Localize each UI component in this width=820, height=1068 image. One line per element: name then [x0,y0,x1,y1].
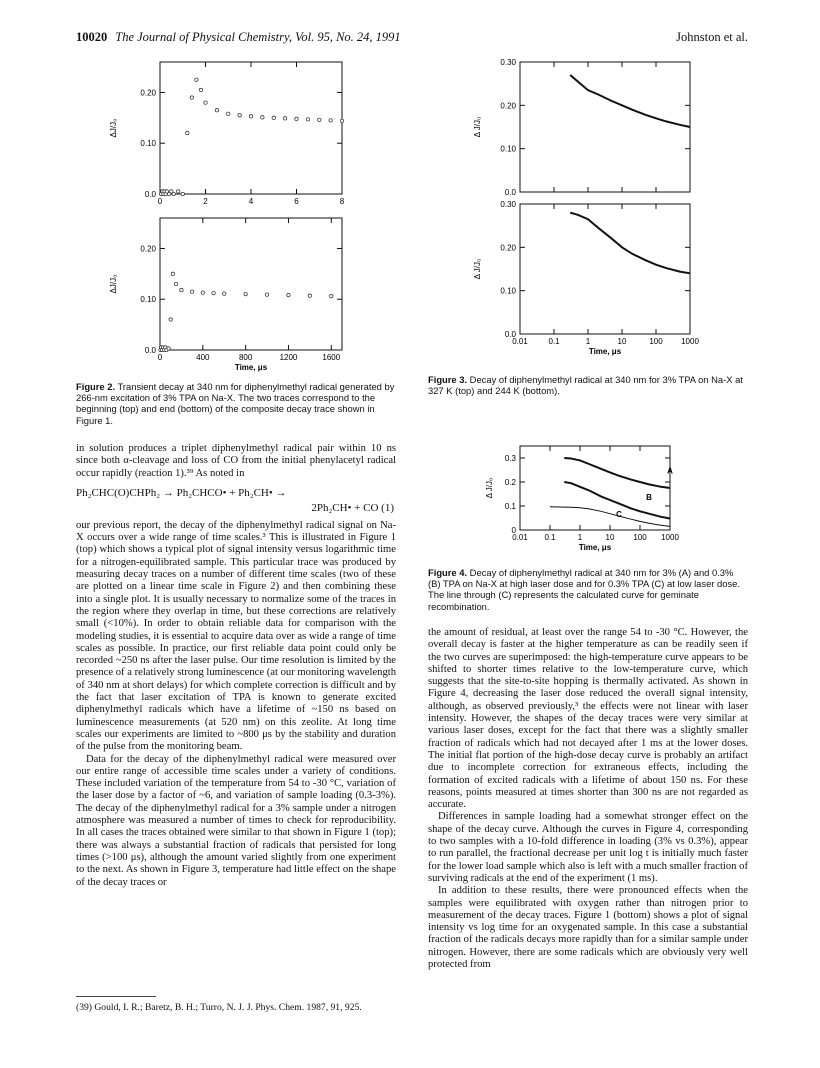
series-line-A [564,458,670,488]
plot-frame [160,62,342,194]
figure-3-caption-text: Decay of diphenylmethyl radical at 340 nm for 3% TPA on Na-X at 327 K (top) and 244 K (bottom). [428,374,743,397]
x-tick-label: 0.01 [512,533,528,542]
y-tick-label: 0.2 [504,478,516,487]
y-axis-label: Δ J/J₀ [485,477,494,499]
figure-4-caption-text: Decay of diphenylmethyl radical at 340 nm for 3% (A) and 0.3% (B) TPA on Na-X at high laser dose and for 0.3% TPA (C) at low laser dose. The line through (C) represents the calculated curve for geminate recombination. [428,567,740,612]
data-point [283,117,286,120]
paragraph: Data for the decay of the diphenylmethyl radical were measured over our entire range of accessible time scales under a variety of conditions. These included variation of the temperature from 54 to -30 °C, variation of the laser dose by a factor of ~6, and variation of sample loading (0.3-3%). The decay of the diphenylmethyl radical for a 3% sample under a nitrogen atmosphere was measured a number of times to check for reproducibility. In all cases the traces obtained were similar to that shown in Figure 1 (top); there was always a substantial fraction of radicals that persisted for long times (>100 μs), although the amount varied slightly from one experiment to the next. As shown in Figure 3, temperature had little effect on the shape of the decay traces or [76,753,396,888]
y-tick-label: 0 [511,526,516,535]
plot-frame [520,446,670,530]
x-tick-label: 1600 [322,353,341,362]
data-point [249,115,252,118]
data-point [272,116,275,119]
data-point [180,288,183,291]
data-point [308,294,311,297]
journal-name: The Journal of Physical Chemistry, Vol. 95, No. 24, 1991 [115,30,401,44]
y-axis-label: Δ J/J₀ [473,258,482,280]
y-tick-label: 0.3 [504,454,516,463]
x-tick-label: 1 [577,533,583,542]
x-tick-label: 0 [157,197,163,206]
left-column-text [76,443,396,889]
curve-label-A: A [667,466,673,476]
data-point [306,118,309,121]
paragraph: in solution produces a triplet diphenylmethyl radical pair within 10 ns since both α-cleavage and loss of CO from the initial phenylacetyl radical occur rapidly (reaction 1).³⁹ As noted in [76,443,396,479]
x-tick-label: 1000 [661,533,679,542]
data-point [171,272,174,275]
y-tick-label: 0.10 [500,286,516,296]
series-line-C [550,507,670,527]
y-tick-label: 0.10 [500,144,516,154]
x-tick-label: 1000 [681,337,699,346]
x-tick-label: 1200 [279,353,298,362]
footnote: (39) Gould, I. R.; Baretz, B. H.; Turro, N. J. J. Phys. Chem. 1987, 91, 925. [76,1002,362,1013]
curve-label-C: C [616,509,622,519]
figure-2-plot [100,52,370,382]
data-point [167,347,170,350]
data-point [223,292,226,295]
figure-2-caption-label: Figure 2. [76,381,116,392]
paragraph: our previous report, the decay of the diphenylmethyl radical signal on Na-X occurs over a wide range of time scales.³ This is illustrated in Figure 1 (top) which shows a typical plot of signal intensity versus logarithmic time for a nitrogen-equilibrated sample. This particular trace was produced by measuring decay traces on a number of different time scales (two of these are plotted on a linear time scale in Figure 2) and then combining these into a single plot. It is usually necessary to normalize some of the traces in the region where they overlap in time, but these corrections are relatively small (<10%). In order to obtain reliable data for comparison with the modeling studies, it is essential to acquire data over as wide a range of time scales as possible. In practice, our first reliable data point could only be recorded ~250 ns after the laser pulse. Our time resolution is limited by the presence of a relatively strong luminescence (at our monitoring wavelength of 340 nm at short delays) for which complete correction is difficult and by the fact that laser excitation of TPA is known to generate excited diphenylmethyl radicals which have a lifetime of ~150 ns based on luminescence measurements (at 520 nm) on this zeolite. At long time scales our experiments are limited to ~800 μs by the stability and duration of the pulse from the monitoring beam. [76,519,396,753]
decay-trace [570,213,690,274]
y-axis-label: Δ J/J₀ [473,116,482,138]
data-point [186,131,189,134]
paragraph: Differences in sample loading had a somewhat stronger effect on the shape of the decay curve. Although the curves in Figure 4, corresponding to two samples with a 10-fold difference in loading (3% vs 0.3%), appear to run parallel, the fractional decrease per unit log t is initially much faster for the lower load sample which also is left with a much smaller fraction of surviving radicals at the end of the experiment (1 ms). [428,811,748,884]
x-tick-label: 0 [157,353,163,362]
decay-trace [570,75,690,127]
running-header [76,30,401,45]
figure-3-caption-label: Figure 3. [428,374,468,385]
y-tick-label: 0.10 [140,139,156,149]
data-point [212,291,215,294]
x-tick-label: 8 [339,197,345,206]
equation-line-2: 2Ph₂CH• + CO (1) [311,501,394,514]
data-point [201,291,204,294]
y-tick-label: 0.0 [504,188,516,197]
data-point [329,119,332,122]
y-tick-label: 0.20 [140,244,156,254]
data-point [330,294,333,297]
x-tick-label: 400 [196,353,210,362]
paragraph: In addition to these results, there were pronounced effects when the samples were equilibrated with oxygen rather than nitrogen prior to measurement of the decay traces. Figure 1 (bottom) shows a plot of signal intensity vs log time for an oxygenated sample. In this case a substantial fraction of the radicals decays more rapidly than for a similar sample under nitrogen. However, there are some radicals which are obviously very well protected from [428,885,748,971]
x-tick-label: 10 [617,337,627,346]
author-header: Johnston et al. [676,30,748,44]
data-point [195,78,198,81]
plot-frame [520,62,690,192]
data-point [181,192,184,195]
data-point [190,96,193,99]
figure-3-plot [470,52,730,370]
reaction-equation-1 [76,486,396,516]
y-tick-label: 0.0 [144,190,156,199]
y-tick-label: 0.20 [500,243,516,253]
data-point [295,117,298,120]
y-tick-label: 0.0 [504,330,516,339]
x-tick-label: 0.01 [512,337,528,346]
y-tick-label: 0.20 [500,101,516,111]
plot-frame [520,204,690,334]
plot-frame [160,218,342,350]
figure-2-caption [76,381,396,426]
figure-3-caption [428,374,748,396]
y-tick-label: 0.1 [504,502,516,511]
data-point [199,88,202,91]
y-tick-label: 0.30 [500,58,516,67]
x-tick-label: 4 [248,197,254,206]
x-tick-label: 0.1 [548,337,560,346]
y-axis-label: ΔJ/J₀ [109,274,118,294]
data-point [215,109,218,112]
x-tick-label: 1 [585,337,591,346]
figure-4-plot [480,442,700,560]
x-axis-label: Time, μs [588,347,622,356]
data-point [174,282,177,285]
x-tick-label: 10 [605,533,615,542]
data-point [169,318,172,321]
y-axis-label: ΔJ/J₀ [109,118,118,138]
data-point [177,190,180,193]
figure-4-caption-label: Figure 4. [428,567,468,578]
footnote-rule [76,996,156,997]
data-point [238,114,241,117]
x-tick-label: 100 [649,337,663,346]
data-point [227,112,230,115]
page-number: 10020 [76,30,108,44]
x-tick-label: 800 [238,353,253,362]
y-tick-label: 0.30 [500,200,516,209]
x-tick-label: 6 [294,197,299,206]
data-point [261,116,264,119]
y-tick-label: 0.0 [144,346,156,355]
equation-line-1: Ph₂CHC(O)CHPh₂ → Ph₂CHCO• + Ph₂CH• → [76,486,287,499]
data-point [287,293,290,296]
y-tick-label: 0.20 [140,88,156,98]
figure-4-caption [428,567,748,612]
right-column-text [428,627,748,971]
data-point [265,293,268,296]
y-tick-label: 0.10 [140,295,156,305]
figure-2-caption-text: Transient decay at 340 nm for diphenylmethyl radical generated by 266-nm excitation of 3% TPA on Na-X. The two traces correspond to the beginning (top) and end (bottom) of the composite decay trace shown in Figure 1. [76,381,395,426]
data-point [244,292,247,295]
x-tick-label: 100 [633,533,647,542]
x-axis-label: Time, μs [578,543,612,552]
x-tick-label: 2 [203,197,208,206]
x-axis-label: Time, μs [234,363,268,372]
data-point [172,192,175,195]
data-point [340,119,343,122]
curve-label-B: B [646,493,652,502]
data-point [204,101,207,104]
data-point [190,290,193,293]
paragraph: the amount of residual, at least over the range 54 to -30 °C. However, the overall decay is faster at the higher temperature as can be readily seen if the two curves are superimposed: the high-temperature curve appears to be shifted to shorter times relative to the low-temperature curve, which suggests that the site-to-site hopping is thermally activated. As shown in Figure 4, decreasing the laser dose reduced the overall signal intensity, although, as observed previously,³ the effects were not linear with laser intensity. However, the shapes of the decay traces were very similar at various laser doses, except for the fact that there was a slightly smaller fraction of radicals which had not decayed after 1 ms at the lower doses. The initial flat portion of the high-dose decay curve is probably an artifact due to incomplete correction for extraneous effects, including the formation of excited radicals with a lifetime of about 150 ns. For these reasons, points measured at times shorter than 300 ns are not regarded as accurate. [428,627,748,811]
data-point [318,118,321,121]
x-tick-label: 0.1 [544,533,556,542]
